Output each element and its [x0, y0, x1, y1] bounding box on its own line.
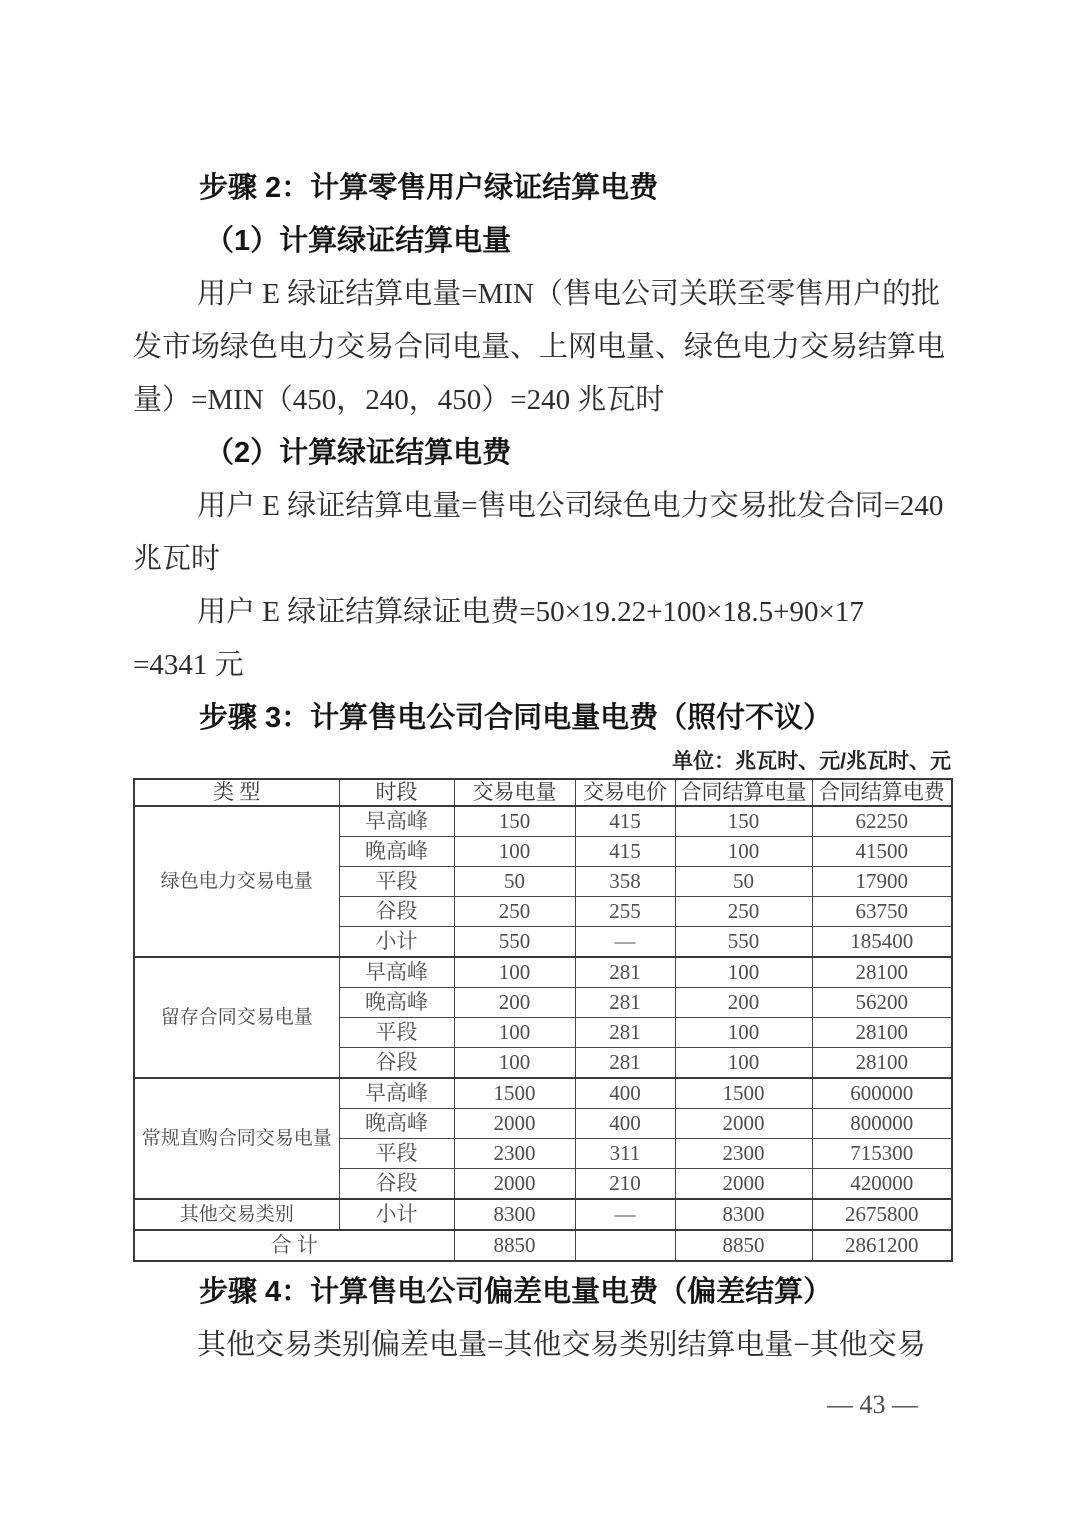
trade-qty-cell: 550: [454, 927, 575, 958]
settle-qty-cell: 2300: [675, 1139, 812, 1169]
step4-heading: 步骤 4：计算售电公司偏差电量电费（偏差结算）: [199, 1276, 833, 1308]
trade-price-cell: [575, 1230, 675, 1261]
type-cell: 其他交易类别: [134, 1199, 339, 1230]
settle-fee-cell: 17900: [812, 867, 952, 897]
header-cell-type: 类 型: [134, 779, 339, 806]
header-cell-period: 时段: [339, 779, 454, 806]
header-cell-trade-qty: 交易电量: [454, 779, 575, 806]
settle-qty-cell: 200: [675, 988, 812, 1018]
period-cell: 平段: [339, 867, 454, 897]
settle-fee-cell: 62250: [812, 806, 952, 837]
trade-qty-cell: 2000: [454, 1109, 575, 1139]
total-label-cell: 合 计: [134, 1230, 454, 1261]
paragraph-line: 发市场绿色电力交易合同电量、上网电量、绿色电力交易结算电: [133, 331, 946, 363]
period-cell: 早高峰: [339, 806, 454, 837]
sub1-heading: （1）计算绿证结算电量: [205, 225, 512, 257]
trade-qty-cell: 100: [454, 957, 575, 988]
settle-fee-cell: 2675800: [812, 1199, 952, 1230]
period-cell: 小计: [339, 927, 454, 958]
settle-fee-cell: 56200: [812, 988, 952, 1018]
table-row: [134, 1078, 952, 1109]
settle-fee-cell: 41500: [812, 837, 952, 867]
settle-fee-cell: 63750: [812, 897, 952, 927]
settle-qty-cell: 2000: [675, 1109, 812, 1139]
trade-qty-cell: 250: [454, 897, 575, 927]
header-cell-settle-fee: 合同结算电费: [812, 779, 952, 806]
trade-price-cell: 281: [575, 1048, 675, 1079]
settle-qty-cell: 8850: [675, 1230, 812, 1261]
table-total-row: [134, 1230, 952, 1261]
trade-qty-cell: 200: [454, 988, 575, 1018]
paragraph-line: 量）=MIN（450，240，450）=240 兆瓦时: [133, 384, 665, 416]
trade-price-cell: 415: [575, 806, 675, 837]
header-cell-settle-qty: 合同结算电量: [675, 779, 812, 806]
settle-fee-cell: 185400: [812, 927, 952, 958]
settle-fee-cell: 28100: [812, 1018, 952, 1048]
settle-qty-cell: 100: [675, 837, 812, 867]
period-cell: 早高峰: [339, 1078, 454, 1109]
period-cell: 谷段: [339, 1048, 454, 1079]
paragraph-line: =4341 元: [133, 649, 244, 681]
trade-price-cell: 210: [575, 1169, 675, 1200]
period-cell: 谷段: [339, 897, 454, 927]
trade-qty-cell: 100: [454, 1048, 575, 1079]
contract-settlement-table: [133, 778, 953, 1262]
trade-qty-cell: 1500: [454, 1078, 575, 1109]
settle-qty-cell: 50: [675, 867, 812, 897]
period-cell: 晚高峰: [339, 988, 454, 1018]
settle-fee-cell: 800000: [812, 1109, 952, 1139]
settle-qty-cell: 100: [675, 1018, 812, 1048]
settle-fee-cell: 2861200: [812, 1230, 952, 1261]
table-row: [134, 1199, 952, 1230]
settle-qty-cell: 100: [675, 957, 812, 988]
trade-price-cell: 415: [575, 837, 675, 867]
settle-fee-cell: 28100: [812, 957, 952, 988]
period-cell: 谷段: [339, 1169, 454, 1200]
trade-price-cell: 400: [575, 1109, 675, 1139]
settle-qty-cell: 150: [675, 806, 812, 837]
trade-qty-cell: 2000: [454, 1169, 575, 1200]
settle-fee-cell: 420000: [812, 1169, 952, 1200]
sub2-heading: （2）计算绿证结算电费: [205, 437, 512, 469]
paragraph-line: 其他交易类别偏差电量=其他交易类别结算电量−其他交易: [197, 1329, 926, 1361]
trade-price-cell: 281: [575, 1018, 675, 1048]
document-content: [133, 162, 951, 1425]
settle-qty-cell: 8300: [675, 1199, 812, 1230]
period-cell: 平段: [339, 1139, 454, 1169]
settle-qty-cell: 2000: [675, 1169, 812, 1200]
type-cell: 常规直购合同交易电量: [134, 1078, 339, 1199]
settle-qty-cell: 550: [675, 927, 812, 958]
paragraph-line: 用户 E 绿证结算电量=MIN（售电公司关联至零售用户的批: [197, 278, 940, 310]
paragraph-line: 用户 E 绿证结算绿证电费=50×19.22+100×18.5+90×17: [197, 596, 864, 628]
trade-price-cell: 281: [575, 988, 675, 1018]
settle-fee-cell: 28100: [812, 1048, 952, 1079]
settle-qty-cell: 100: [675, 1048, 812, 1079]
trade-price-cell: 255: [575, 897, 675, 927]
period-cell: 晚高峰: [339, 1109, 454, 1139]
table-row: [134, 806, 952, 837]
trade-price-cell: —: [575, 927, 675, 958]
table-row: [134, 957, 952, 988]
trade-qty-cell: 8300: [454, 1199, 575, 1230]
trade-price-cell: 281: [575, 957, 675, 988]
trade-qty-cell: 100: [454, 1018, 575, 1048]
period-cell: 晚高峰: [339, 837, 454, 867]
unit-note: 单位：兆瓦时、元/兆瓦时、元: [672, 750, 951, 773]
trade-price-cell: 311: [575, 1139, 675, 1169]
paragraph-line: 用户 E 绿证结算电量=售电公司绿色电力交易批发合同=240: [197, 490, 944, 522]
period-cell: 小计: [339, 1199, 454, 1230]
trade-qty-cell: 2300: [454, 1139, 575, 1169]
trade-price-cell: 400: [575, 1078, 675, 1109]
settle-fee-cell: 600000: [812, 1078, 952, 1109]
trade-qty-cell: 50: [454, 867, 575, 897]
settle-qty-cell: 250: [675, 897, 812, 927]
paragraph-line: 兆瓦时: [133, 543, 221, 575]
table-header-row: [134, 779, 952, 806]
trade-qty-cell: 100: [454, 837, 575, 867]
step3-heading: 步骤 3：计算售电公司合同电量电费（照付不议）: [199, 702, 833, 734]
type-cell: 绿色电力交易电量: [134, 806, 339, 957]
step2-heading: 步骤 2：计算零售用户绿证结算电费: [199, 172, 659, 204]
settle-qty-cell: 1500: [675, 1078, 812, 1109]
header-cell-trade-price: 交易电价: [575, 779, 675, 806]
settle-fee-cell: 715300: [812, 1139, 952, 1169]
trade-qty-cell: 150: [454, 806, 575, 837]
period-cell: 平段: [339, 1018, 454, 1048]
page-number: — 43 —: [827, 1390, 918, 1419]
trade-price-cell: —: [575, 1199, 675, 1230]
type-cell: 留存合同交易电量: [134, 957, 339, 1078]
trade-qty-cell: 8850: [454, 1230, 575, 1261]
period-cell: 早高峰: [339, 957, 454, 988]
trade-price-cell: 358: [575, 867, 675, 897]
